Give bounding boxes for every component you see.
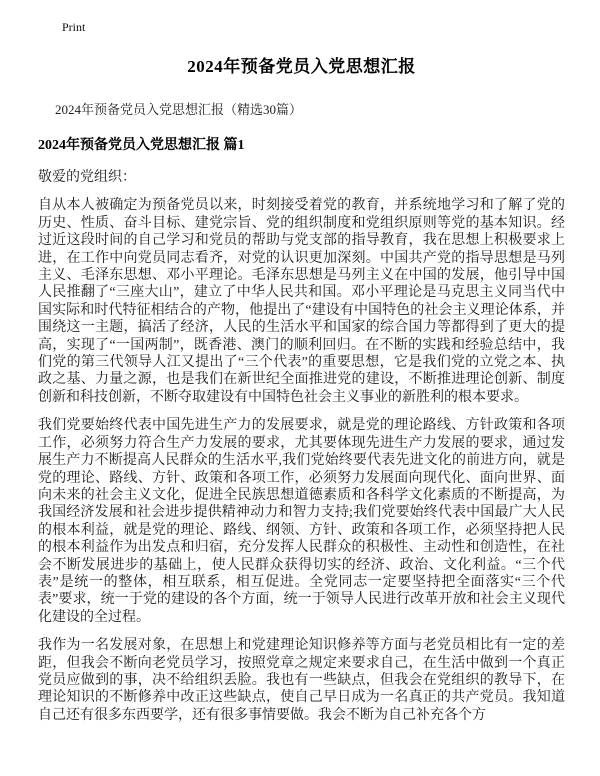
print-link[interactable]: Print	[62, 20, 86, 34]
body-paragraph: 我们党要始终代表中国先进生产力的发展要求，就是党的理论路线、方针政策和各项工作，必须努力符合生产力发展的要求，尤其要体现先进生产力发展的要求，通过发展生产力不断提高人民群众的生活水平,我们党始终要代表先进文化的前进方向，就是党的理论、路线、方针、政策和各项工作，必须努力发展面向现代化、面向世界、面向未来的社会主义文化，促进全民族思想道德素质和各科学文化素质的不断提高，为我国经济发展和社会进步提供精神动力和智力支持;我们党要始终代表中国最广大人民的根本利益，就是党的理论、路线、纲领、方针、政策和各项工作，必须坚持把人民的根本利益作为出发点和归宿，充分发挥人民群众的积极性、主动性和创造性，在社会不断发展进步的基础上，使人民群众获得切实的经济、政治、文化利益。“三个代表”是统一的整体，相互联系，相互促进。全党同志一定要坚持把全面落实“三个代表”要求，统一于党的建设的各个方面，统一于领导人民进行改革开放和社会主义现代化建设的全过程。	[38, 418, 565, 625]
salutation: 敬爱的党组织：	[38, 170, 136, 185]
section-heading: 2024年预备党员入党思想汇报 篇1	[38, 138, 245, 153]
document-subtitle: 2024年预备党员入党思想汇报（精选30篇）	[55, 102, 303, 117]
page-title: 2024年预备党员入党思想汇报	[187, 57, 416, 76]
document-paragraphs	[38, 197, 565, 724]
body-paragraph: 我作为一名发展对象，在思想上和党建理论知识修养等方面与老党员相比有一定的差距，但我会不断向老党员学习，按照党章之规定来要求自己，在生活中做到一个真正党员应做到的事，决不给组织丢脸。我也有一些缺点，但我会在党组织的教导下，在理论知识的不断修养中改正这些缺点，使自己早日成为一名真正的共产党员。我知道自己还有很多东西要学，还有很多事情要做。我会不断为自己补充各个方	[38, 638, 565, 723]
body-paragraph: 自从本人被确定为预备党员以来，时刻接受着党的教育，并系统地学习和了解了党的历史、性质、奋斗目标、建党宗旨、党的组织制度和党组织原则等党的基本知识。经过近这段时间的自己学习和党员的帮助与党支部的指导教育，我在思想上积极要求上进，在工作中向党员同志看齐，对党的认识更加深刻。中国共产党的指导思想是马列主义、毛泽东思想、邓小平理论。毛泽东思想是马列主义在中国的发展，他引导中国人民推翻了“三座大山”，建立了中华人民共和国。邓小平理论是马克思主义同当代中国实际和时代特征相结合的产物，他提出了“建设有中国特色的社会主义理论体系，并围绕这一主题，搞活了经济，人民的生活水平和国家的综合国力等都得到了更大的提高，实现了“一国两制”，既香港、澳门的顺利回归。在不断的实践和经验总结中，我们党的第三代领导人江又提出了“三个代表”的重要思想，它是我们党的立党之本、执政之基、力量之源，也是我们在新世纪全面推进党的建设，不断推进理论创新、制度创新和科技创新，不断夺取建设有中国特色社会主义事业的新胜利的根本要求。	[38, 198, 565, 405]
